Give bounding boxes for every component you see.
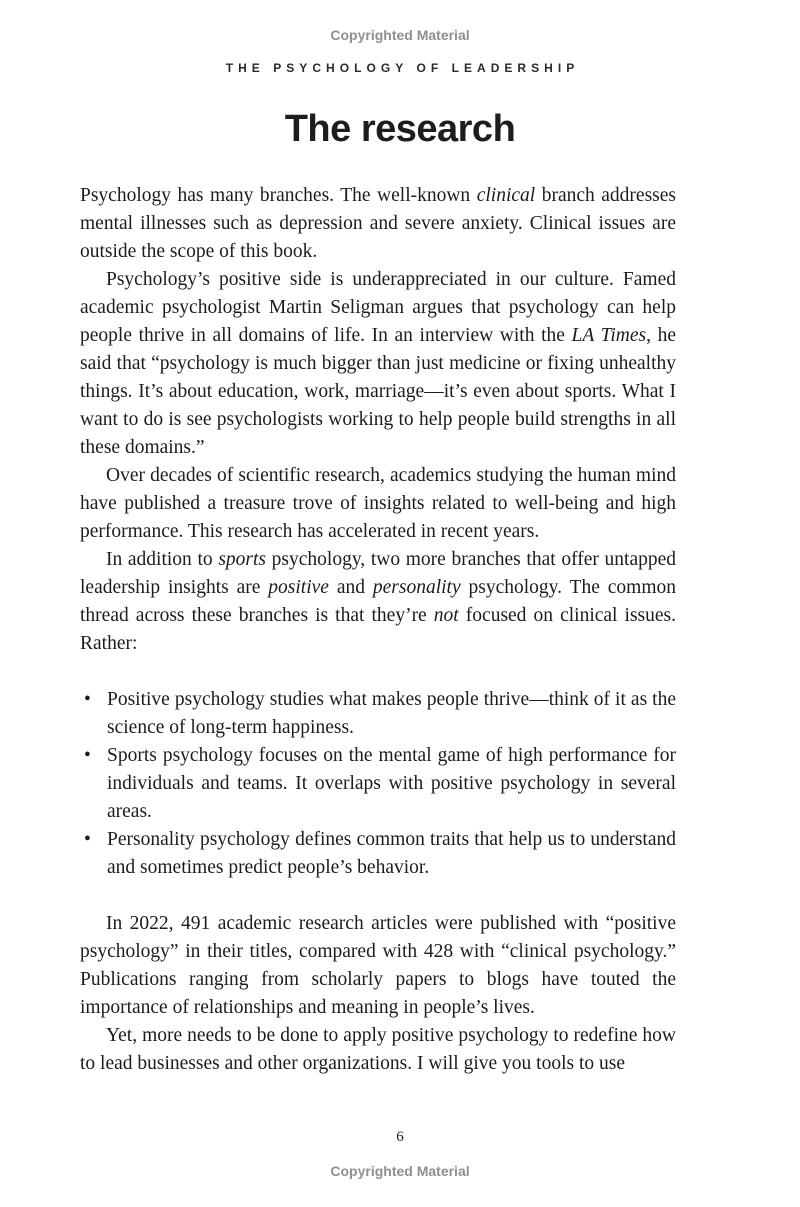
text-run: Positive psychology studies what makes people thrive—think of it as the science of long-term happiness. bbox=[107, 689, 676, 738]
text-run: In 2022, 491 academic research articles were published with “positive psychology” in their titles, compared with 428 with “clinical psychology.” Publications ranging from scholarly papers to blogs have touted the importance of relationships and meaning in people’s lives. bbox=[80, 913, 676, 1018]
italic-text-run: personality bbox=[372, 577, 461, 598]
text-run: In addition to bbox=[106, 549, 219, 570]
paragraph bbox=[80, 182, 676, 266]
copyright-notice-bottom: Copyrighted Material bbox=[330, 1163, 470, 1179]
italic-text-run: not bbox=[433, 605, 459, 626]
text-run: , he said that “psychology is much bigger than just medicine or fixing unhealthy things. It’s about education, work, marriage—it’s even about sports. What I want to do is see psychologists working to help people build strengths in all these domains.” bbox=[80, 325, 676, 458]
bullet-item bbox=[107, 742, 676, 826]
page-number: 6 bbox=[396, 1129, 404, 1145]
italic-text-run: LA Times bbox=[571, 325, 647, 346]
bullet-item bbox=[107, 686, 676, 742]
bullet-list bbox=[80, 686, 676, 882]
running-header: THE PSYCHOLOGY OF LEADERSHIP bbox=[225, 61, 580, 75]
text-run: Yet, more needs to be done to apply positive psychology to redefine how to lead businesses and other organizations. I will give you tools to use bbox=[80, 1025, 676, 1074]
paragraph bbox=[80, 910, 676, 1022]
text-run: psychology, two more branches that offer untapped leadership insights are bbox=[80, 549, 677, 598]
text-run: focused on clinical issues. Rather: bbox=[80, 605, 677, 654]
paragraph bbox=[80, 462, 676, 546]
italic-text-run: positive bbox=[268, 577, 329, 598]
italic-text-run: sports bbox=[218, 549, 266, 570]
body-text bbox=[80, 182, 676, 1078]
text-run: Personality psychology defines common traits that help us to understand and sometimes predict people’s behavior. bbox=[107, 829, 676, 878]
paragraph bbox=[80, 546, 676, 658]
chapter-title: The research bbox=[284, 108, 516, 150]
bullet-item bbox=[107, 826, 676, 882]
text-run: Psychology’s positive side is underappreciated in our culture. Famed academic psychologist Martin Seligman argues that psychology can help people thrive in all domains of life. In an interview with the bbox=[80, 269, 676, 346]
paragraph bbox=[80, 266, 676, 462]
copyright-notice-top: Copyrighted Material bbox=[330, 27, 470, 43]
text-run: and bbox=[328, 577, 373, 598]
italic-text-run: clinical bbox=[476, 185, 536, 206]
text-run: branch addresses mental illnesses such as depression and severe anxiety. Clinical issues are outside the scope of this book. bbox=[80, 185, 676, 262]
paragraph bbox=[80, 1022, 676, 1078]
text-run: psychology. The common thread across these branches is that they’re bbox=[80, 577, 677, 626]
text-run: Over decades of scientific research, academics studying the human mind have published a treasure trove of insights related to well-being and high performance. This research has accelerated in recent years. bbox=[80, 465, 676, 542]
text-run: Sports psychology focuses on the mental game of high performance for individuals and teams. It overlaps with positive psychology in several areas. bbox=[107, 745, 676, 822]
text-run: Psychology has many branches. The well-known bbox=[80, 185, 477, 206]
